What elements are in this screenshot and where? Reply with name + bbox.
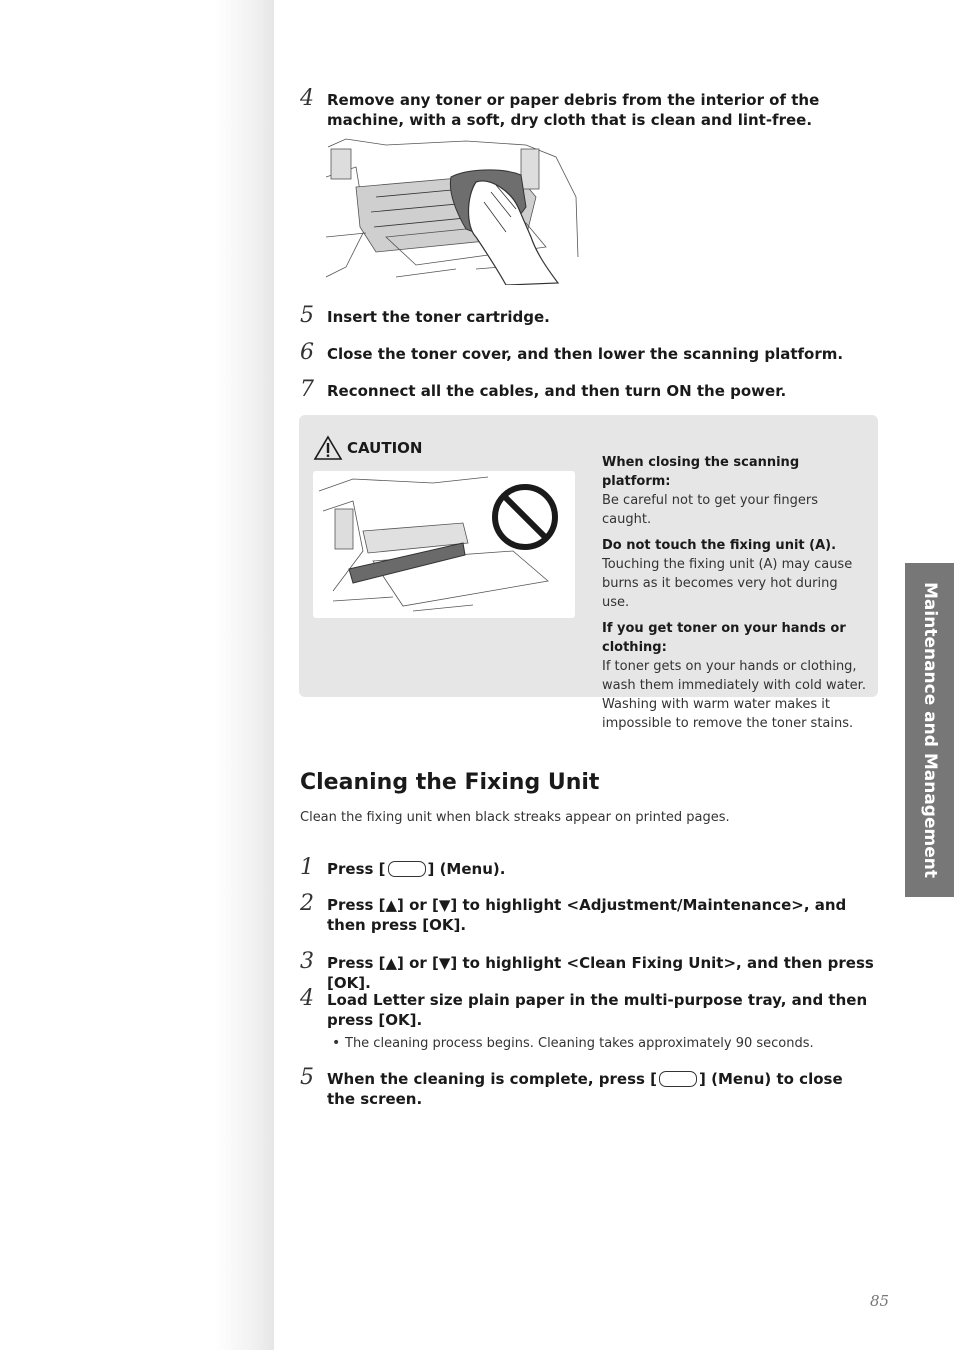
step-number: 3 xyxy=(300,949,314,974)
step-text-post: ] (Menu). xyxy=(427,860,506,878)
step-number: 2 xyxy=(300,891,314,916)
step-7-reconnect xyxy=(300,377,875,402)
step-4-remove-debris xyxy=(300,86,875,130)
menu-key-icon xyxy=(659,1071,697,1087)
step-number: 5 xyxy=(300,1065,314,1090)
caution-item-heading: When closing the scanning platform: xyxy=(602,455,800,489)
step-number: 4 xyxy=(300,86,314,111)
step-2-adjustment xyxy=(300,891,875,935)
step-number: 7 xyxy=(300,377,314,402)
step-text: Press [▲] or [▼] to highlight <Adjustment/Maintenance>, and then press [OK]. xyxy=(327,896,847,934)
step-1-press-menu xyxy=(300,855,875,880)
menu-key-icon xyxy=(388,861,426,877)
step-text-pre: When the cleaning is complete, press [ xyxy=(327,1070,658,1088)
step-4-load-paper xyxy=(300,986,875,1051)
cleaning-interior-illustration xyxy=(326,137,582,285)
step-note: • The cleaning process begins. Cleaning takes approximately 90 seconds. xyxy=(345,1036,875,1051)
caution-text xyxy=(602,453,867,733)
caution-box xyxy=(299,415,878,731)
page-gutter-shadow xyxy=(0,0,274,1350)
step-number: 5 xyxy=(300,303,314,328)
step-text xyxy=(327,1069,875,1109)
step-text-post: ] (Menu) to close the screen. xyxy=(327,1070,843,1108)
fixing-unit-illustration xyxy=(313,471,575,618)
step-6-close-cover xyxy=(300,340,875,365)
step-5-insert-cartridge xyxy=(300,303,875,328)
step-5-close-screen xyxy=(300,1065,875,1109)
section-title: Cleaning the Fixing Unit xyxy=(300,770,600,795)
step-text: Load Letter size plain paper in the multi-purpose tray, and then press [OK]. xyxy=(327,991,868,1029)
caution-heading xyxy=(313,435,422,461)
caution-item-body: If toner gets on your hands or clothing, wash them immediately with cold water. Washing with warm water makes it impossible to remove the toner stains. xyxy=(602,659,866,731)
step-text xyxy=(327,859,875,879)
step-3-clean-fixing-unit xyxy=(300,949,875,993)
step-text: Press [▲] or [▼] to highlight <Clean Fixing Unit>, and then press [OK]. xyxy=(327,954,874,992)
step-text: Close the toner cover, and then lower the scanning platform. xyxy=(327,345,844,363)
step-text: Insert the toner cartridge. xyxy=(327,308,550,326)
caution-item-heading: If you get toner on your hands or clothing: xyxy=(602,621,846,655)
caution-illustration xyxy=(313,471,575,618)
warning-triangle-icon xyxy=(313,435,343,461)
step-number: 1 xyxy=(300,855,314,880)
page-number: 85 xyxy=(870,1292,890,1310)
caution-item-body: Be careful not to get your fingers caught. xyxy=(602,493,819,527)
step-text-pre: Press [ xyxy=(327,860,386,878)
step-text: Remove any toner or paper debris from the interior of the machine, with a soft, dry cloth that is clean and lint-free. xyxy=(327,91,820,129)
chapter-tab-label: Maintenance and Management xyxy=(919,582,940,878)
step-text: Reconnect all the cables, and then turn ON the power. xyxy=(327,382,787,400)
caution-item-body: Touching the fixing unit (A) may cause burns as it becomes very hot during use. xyxy=(602,557,853,610)
step-number: 6 xyxy=(300,340,314,365)
chapter-side-tab xyxy=(905,563,954,897)
caution-label: CAUTION xyxy=(347,439,423,457)
step-number: 4 xyxy=(300,986,314,1011)
caution-item-heading: Do not touch the fixing unit (A). xyxy=(602,538,837,553)
section-intro: Clean the fixing unit when black streaks appear on printed pages. xyxy=(300,810,730,825)
